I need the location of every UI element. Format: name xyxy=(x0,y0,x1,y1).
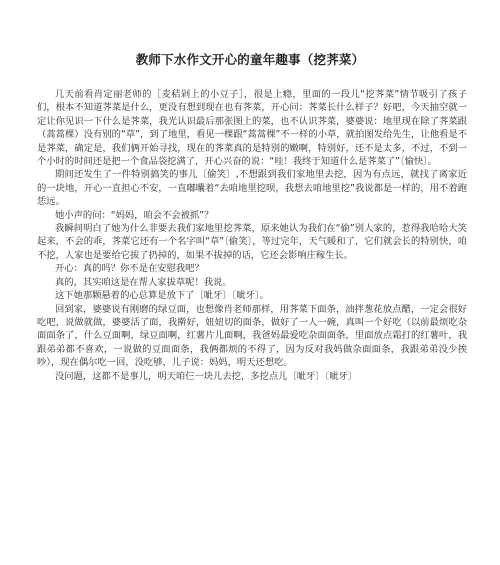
paragraph: 期间还发生了一件特别搞笑的事儿〔偷笑〕,不想跟到我们家地里去挖，因为有点远，就找了离家近的一块地，开心一直担心不安，一直嘟囔着“去咱地里挖呗，我想去咱地里挖”我说都是一样的，用不着跑恁远。 xyxy=(37,169,467,208)
document-title: 教师下水作文开心的童年趣事（挖荠菜） xyxy=(135,52,365,67)
paragraph: 没问题，这都不是事儿，明天咱仨一块儿去挖，多挖点儿〔呲牙〕〔呲牙〕 xyxy=(55,370,358,382)
document-body xyxy=(37,88,467,383)
paragraph: 这下她那颗悬着的心总算是放下了〔呲牙〕〔呲牙〕。 xyxy=(55,290,269,302)
paragraph: 开心：真的吗？你不是在安慰我吧？ xyxy=(55,263,204,275)
paragraph: 我瞬间明白了她为什么非要去我们家地里挖荠菜，原来她认为我们在“偷”别人家的，惹得我哈哈大笑起来，不会的乖，荠菜它还有一个名字叫“草”〔偷笑〕，等过完年，天气暖和了，它们就会长的特别快，咱不挖，人家也是要给它拔了扔掉的，如果不拔掉的话，它还会影响庄稼生长。 xyxy=(37,223,467,261)
paragraph: 她小声的问：“妈妈，咱会不会被抓”？ xyxy=(55,209,214,221)
paragraph: 几天前看肖定丽老师的［麦秸剁上的小豆子］，很是上瘾，里面的一段儿“挖荠菜”情节吸引了孩子们，根本不知道荠菜是什么，更没有想到现在也有荠菜，开心问：荠菜长什么样子？好吧，今天抽空就一定让你见识一下什么是荠菜，我光认识最后那张图上的菜，也不认识荠菜，婆婆说：地里现在除了荠菜跟（蒿蒿棵）没有别的“草”，到了地里，看见一棵跟“蒿蒿棵”不一样的小草，就拍图发给先生，让他看是不是荠菜，确定是，我们俩开始寻找，现在的荠菜真的是特别的嫩啊，特别好，还不是太多，不过，不到一个小时的时间还是把一个食品袋挖满了，开心兴奋的说：“哇！我终于知道什么是荠菜了”〔愉快〕。 xyxy=(37,89,467,168)
paragraph: 回到家，婆婆说有刚磨的绿豆面，也想像肖老师那样，用荠菜下面条，油拌葱花放点醋，一定会很好吃吧，说做就做，婆婆活了面，我擀好，妞妞切的面条，做好了一人一碗，真叫一个好吃（以前最烦吃杂面面条了，什么豆面啊，绿豆面啊，红薯片儿面啊，我爸妈最爱吃杂面面条，里面放点霜打的红薯叶，我跟弟弟都不喜欢，一说做的豆面面条，我俩都烦的不得了，因为反对我妈做杂面面条，我跟弟弟没少挨吵），现在偶尔吃一回，没吃够，儿子说：妈妈，明天还想吃。 xyxy=(37,303,467,369)
paragraph: 真的，其实咱这是在帮人家拔草呢！我说。 xyxy=(55,276,232,288)
